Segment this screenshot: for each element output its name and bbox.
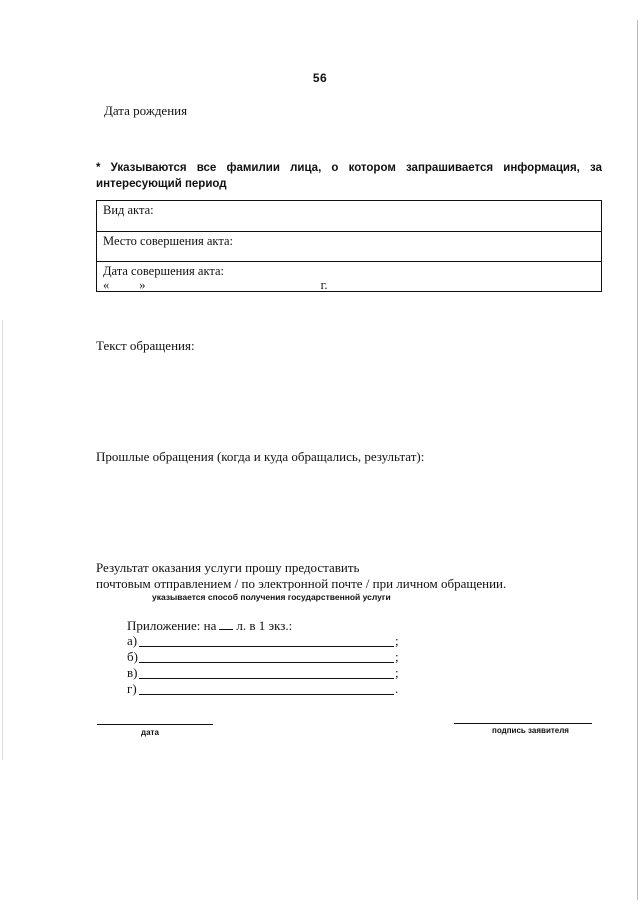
attachment-line[interactable]	[139, 662, 394, 663]
attachment-letter: а)	[127, 633, 138, 648]
date-signature-line[interactable]	[97, 724, 213, 725]
past-requests-label: Прошлые обращения (когда и куда обращались, результат):	[96, 449, 425, 464]
attachment-end: ;	[395, 633, 399, 648]
page-number: 56	[312, 71, 328, 85]
result-line-1: Результат оказания услуги прошу предоставить	[96, 560, 360, 575]
request-text-label: Текст обращения:	[96, 338, 195, 353]
attachment-end: .	[395, 681, 399, 696]
attachment-prefix: Приложение: на	[127, 618, 217, 633]
method-note: указывается способ получения государственной услуги	[152, 592, 391, 602]
quote-open: «	[103, 278, 110, 292]
date-month-line[interactable]	[146, 279, 318, 292]
attachment-line[interactable]	[139, 646, 394, 647]
attachment-letter: б)	[127, 649, 138, 664]
signature-caption: подпись заявителя	[492, 726, 569, 735]
act-table	[96, 200, 602, 292]
year-suffix: г.	[320, 278, 328, 292]
attachment-end: ;	[395, 649, 399, 664]
act-place-row[interactable]	[97, 232, 601, 262]
attachment-title	[127, 618, 292, 634]
act-date-row[interactable]	[97, 262, 601, 292]
act-place-label: Место совершения акта:	[103, 234, 233, 248]
applicant-signature-line[interactable]	[454, 723, 592, 724]
attachment-item[interactable]	[127, 649, 399, 665]
footnote: * Указываются все фамилии лица, о котором запрашивается информация, за интересующий период	[96, 162, 602, 190]
act-date-label: Дата совершения акта:	[103, 264, 224, 278]
attachment-item[interactable]	[127, 665, 399, 681]
scan-edge	[637, 20, 638, 900]
act-type-label: Вид акта:	[103, 203, 154, 217]
sheet-count-blank[interactable]	[219, 619, 233, 630]
attachment-suffix: л. в 1 экз.:	[236, 618, 293, 633]
birth-date-label: Дата рождения	[104, 103, 188, 118]
quote-close: »	[139, 278, 146, 292]
attachment-item[interactable]	[127, 633, 399, 649]
act-date-field[interactable]	[103, 278, 601, 292]
attachment-line[interactable]	[139, 678, 394, 679]
result-line-2: почтовым отправлением / по электронной почте / при личном обращении.	[96, 576, 507, 591]
attachment-end: ;	[395, 665, 399, 680]
scan-edge-left	[2, 320, 3, 760]
act-type-row[interactable]	[97, 201, 601, 232]
attachment-line[interactable]	[139, 694, 394, 695]
attachment-item[interactable]	[127, 681, 399, 697]
attachment-letter: в)	[127, 665, 138, 680]
date-caption: дата	[141, 728, 159, 737]
attachment-letter: г)	[127, 681, 137, 696]
